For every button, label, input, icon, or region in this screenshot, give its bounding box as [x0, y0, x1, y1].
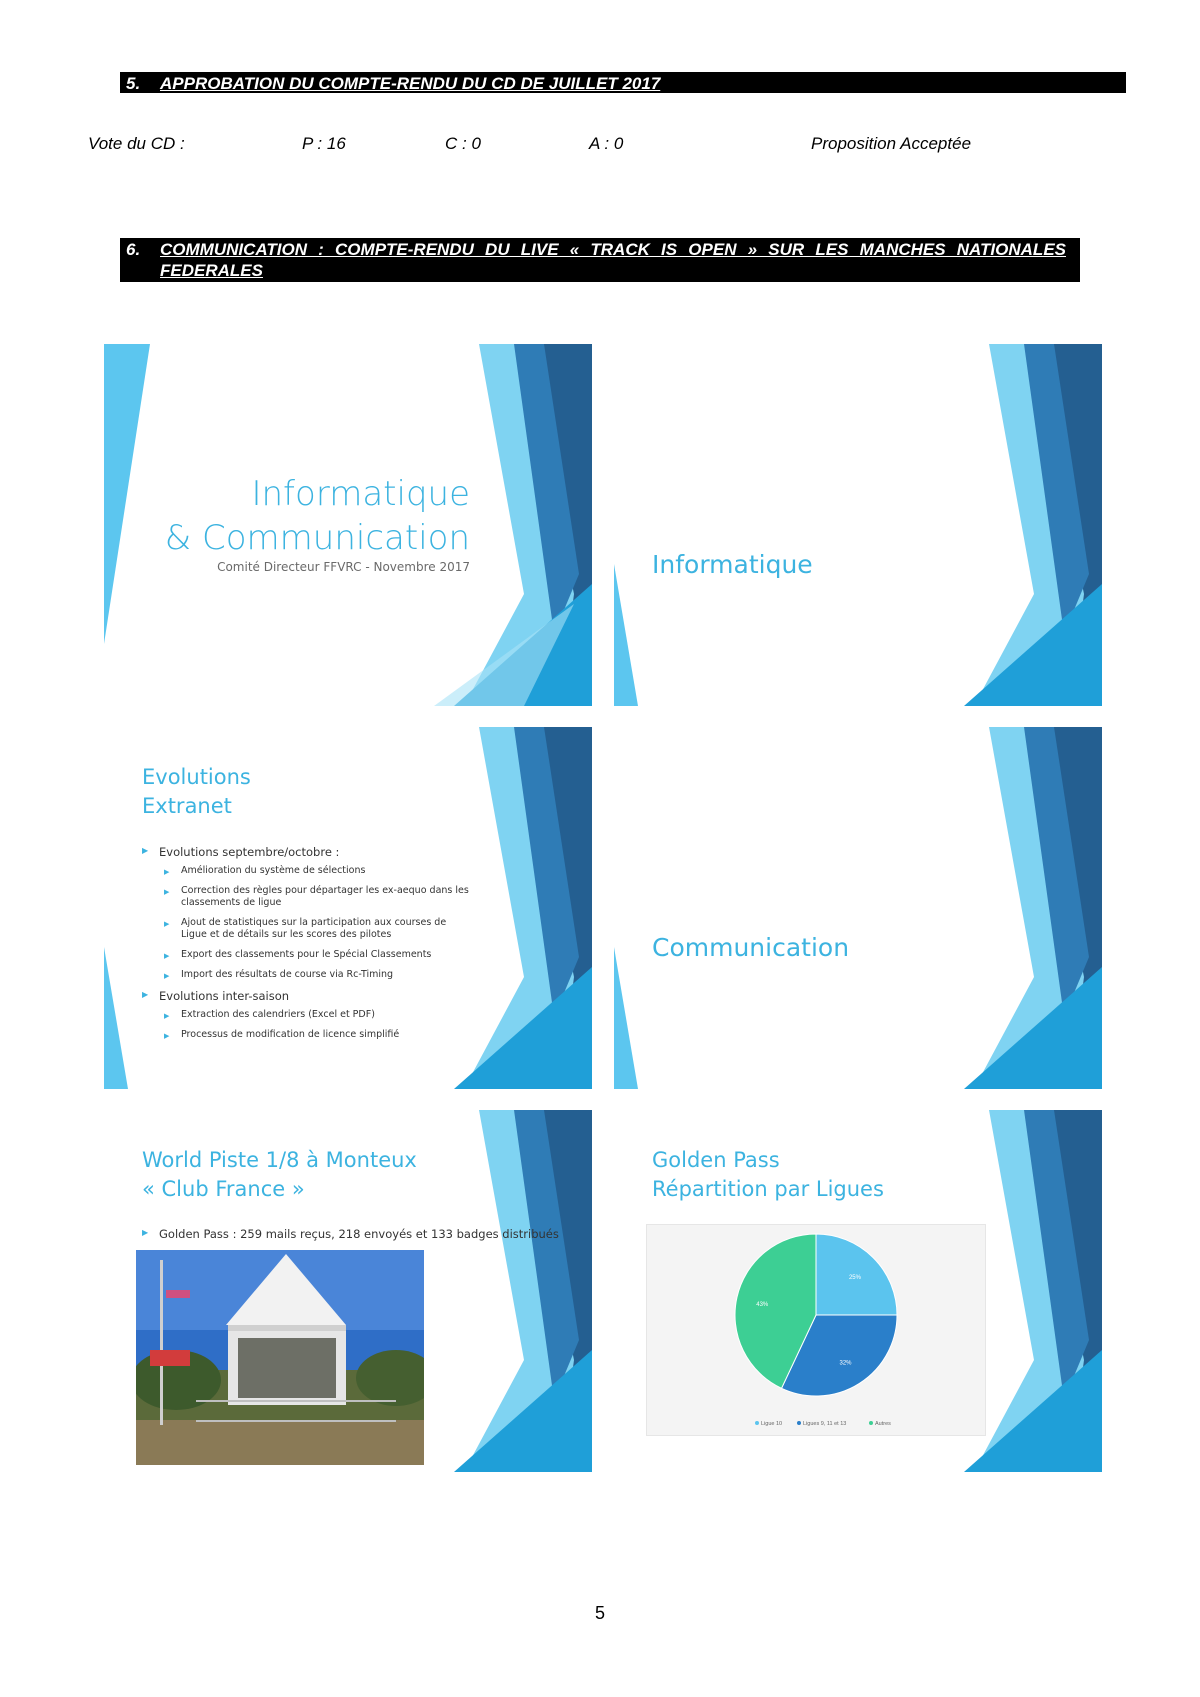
- title-line: World Piste 1/8 à Monteux: [142, 1148, 417, 1172]
- vote-pour: P : 16: [302, 134, 346, 153]
- slide-decoration: [614, 727, 1102, 1089]
- section-6-header: [120, 238, 1080, 282]
- sub-bullet-item: ▶ Extraction des calendriers (Excel et PDF): [164, 1009, 472, 1021]
- slide-subtitle: Comité Directeur FFVRC - Novembre 2017: [217, 560, 470, 574]
- section-number: 5.: [126, 74, 141, 93]
- legend-label: Ligue 10: [761, 1421, 783, 1427]
- vote-contre: C : 0: [445, 134, 481, 153]
- pie-data-label: 25%: [848, 1275, 861, 1282]
- vote-abstention: A : 0: [589, 134, 624, 153]
- bullet-item: ▶ Evolutions inter-saison: [142, 989, 472, 1003]
- sub-bullet-item: ▶ Import des résultats de course via Rc-Timing: [164, 969, 472, 981]
- sub-bullet-item: ▶ Amélioration du système de sélections: [164, 865, 472, 877]
- slide-title-text: Communication: [652, 933, 850, 962]
- sub-bullet-item: ▶ Export des classements pour le Spécial Classements: [164, 949, 472, 961]
- legend-label: Ligues 9, 11 et 13: [803, 1421, 847, 1427]
- bullet-list: [142, 845, 472, 1049]
- sub-bullet-item: ▶ Processus de modification de licence simplifié: [164, 1029, 472, 1041]
- legend-label: Autres: [875, 1421, 891, 1427]
- page-number: 5: [594, 1603, 605, 1623]
- legend-swatch: [797, 1421, 801, 1425]
- slide-decoration: [614, 344, 1102, 706]
- slide-title-text: [652, 1146, 884, 1204]
- tent-photo: [136, 1250, 424, 1465]
- section-title: APPROBATION DU COMPTE-RENDU DU CD DE JUILLET 2017: [160, 74, 661, 93]
- slide-title-text: [142, 1146, 417, 1204]
- title-line: Golden Pass: [652, 1148, 780, 1172]
- legend-swatch: [755, 1421, 759, 1425]
- title-line: Informatique: [251, 474, 470, 514]
- slide-world-piste: [104, 1110, 592, 1472]
- title-line: Evolutions: [142, 765, 251, 789]
- sub-bullet-item: ▶ Correction des règles pour départager les ex-aequo dans les classements de ligue: [164, 885, 472, 909]
- title-line: Extranet: [142, 794, 232, 818]
- slide-golden-pass-chart: [614, 1110, 1102, 1472]
- section-5-header: [120, 72, 1126, 93]
- slide-communication: [614, 727, 1102, 1089]
- pie-data-label: 43%: [756, 1301, 769, 1308]
- title-line: Répartition par Ligues: [652, 1177, 884, 1201]
- slide-title-text: Informatique: [652, 550, 813, 579]
- slide-evolutions-extranet: [104, 727, 592, 1089]
- bullet-list: [142, 1227, 562, 1247]
- bullet-item: ▶ Evolutions septembre/octobre :: [142, 845, 472, 859]
- pie-chart: [647, 1225, 985, 1435]
- slide-informatique: [614, 344, 1102, 706]
- section-number: 6.: [126, 240, 141, 259]
- slide-title: [104, 344, 592, 706]
- bullet-item: ▶ Golden Pass : 259 mails reçus, 218 envoyés et 133 badges distribués: [142, 1227, 562, 1241]
- sub-bullet-item: ▶ Ajout de statistiques sur la participation aux courses de Ligue et de détails sur les scores des pilotes: [164, 917, 472, 941]
- legend-swatch: [869, 1421, 873, 1425]
- vote-result: Proposition Acceptée: [811, 134, 972, 153]
- pie-chart-panel: [646, 1224, 986, 1436]
- pie-data-label: 32%: [839, 1360, 852, 1367]
- slide-title-text: [165, 472, 470, 560]
- title-line: « Club France »: [142, 1177, 305, 1201]
- vote-label: Vote du CD :: [88, 134, 185, 153]
- title-line: & Communication: [164, 518, 470, 558]
- slide-title-text: [142, 763, 251, 821]
- section-title: COMMUNICATION : COMPTE-RENDU DU LIVE « TRACK IS OPEN » SUR LES MANCHES NATIONALES FEDERALES: [160, 240, 1066, 280]
